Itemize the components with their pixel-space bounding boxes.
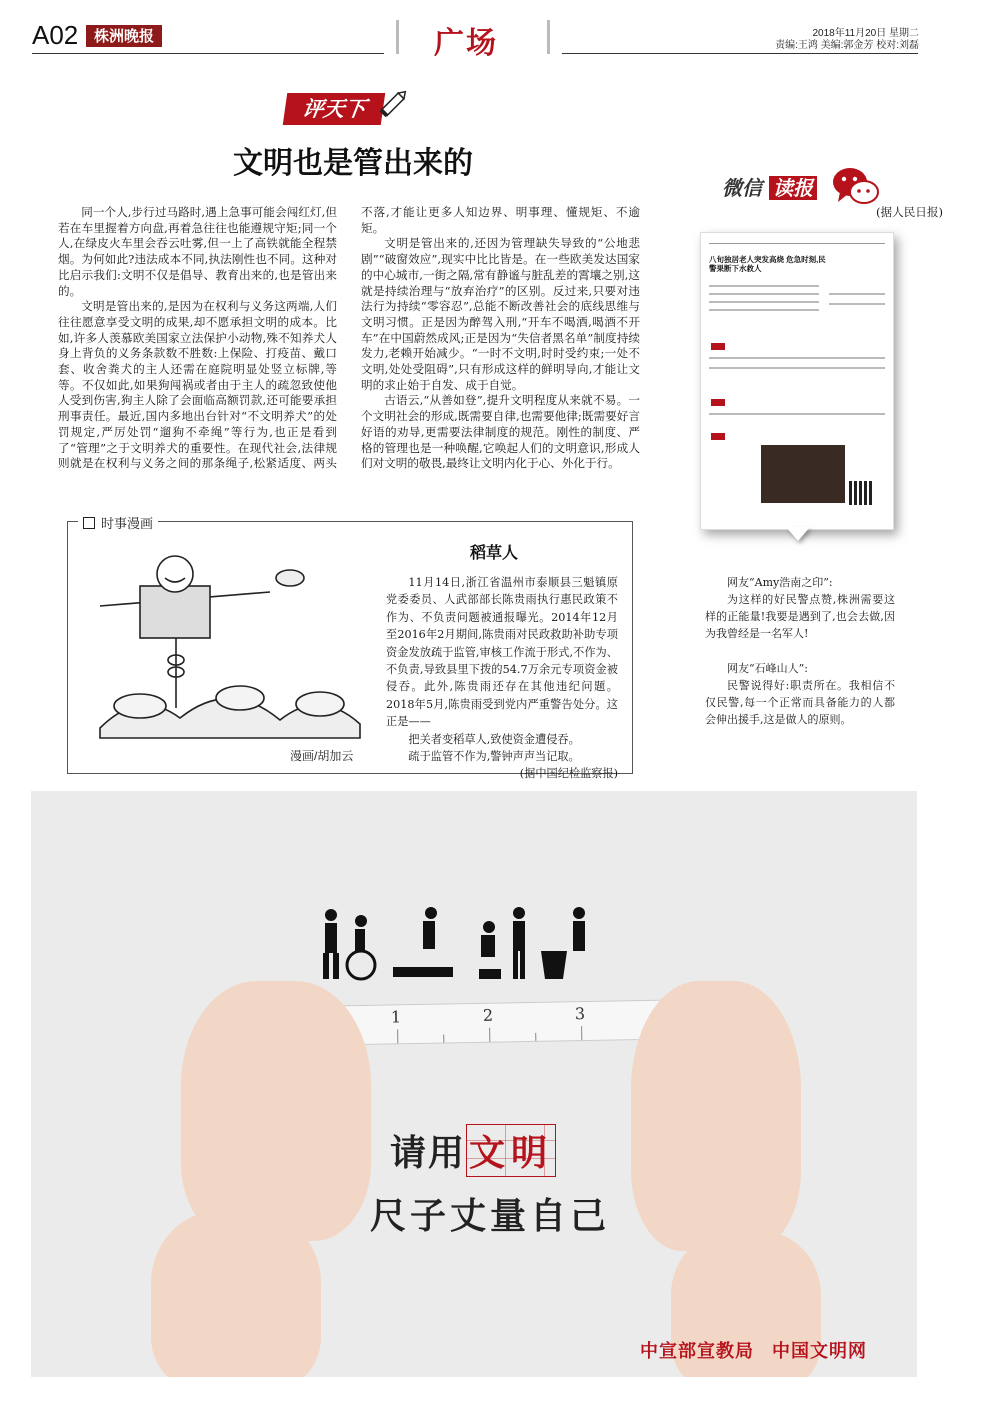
ad-slogan-highlight: 文明 [466, 1124, 556, 1177]
tape-number: 2 [482, 1005, 494, 1025]
editorial-paragraph: 文明是管出来的,是因为在权利与义务这两端,人们往往愿意享受文明的成果,却不愿承担文明的成本。比如,许多人羡慕欧美国家立法保护小动物,殊不知养犬人身上背负的义务条款数不胜数:上保险、打疫苗、戴口套、收舍粪犬的主人还需在庭院明显处竖立标牌,等等。不仅如此,如果狗闯祸或者由于主人的疏忽致使他人受到伤害,狗主人除了会面临高额罚款,还可能要承担刑事责任。最近,国内多地出台针对“不文明养犬”的处罚规定,严厉处罚“遛狗不牵绳”等行为,也正是看到了“管理”之于文明养犬的重要性。在现代社会,法律规则就是在权利与义务之间的那条绳子,松紧适度、两头不落,才能让更多人知边界、明事理、懂规矩、不逾矩。 [58, 205, 640, 471]
thumb-text-line [709, 285, 819, 287]
header-divider-right [547, 20, 550, 54]
comment-user: 网友“石峰山人”: [727, 662, 808, 675]
editorial-source: (据人民日报) [875, 205, 943, 219]
civility-pictograms [311, 907, 601, 983]
cartoon-source: (据中国纪检监察报) [519, 767, 618, 781]
sponsor-name: 中国文明网 [772, 1341, 867, 1362]
thumb-header-rule [709, 243, 885, 244]
thumb-headline: 八旬独居老人突发高烧 危急时刻,民警果断下水救人 [709, 255, 826, 273]
cartoon-verse: 疏于监管不作为,警钟声声当记取。 [408, 750, 580, 764]
masthead-logo: 株洲晚报 [86, 25, 162, 47]
civility-public-service-ad [31, 791, 917, 1377]
right-hand [631, 981, 801, 1251]
editorial-paragraph: 古语云,“从善如登”,提升文明程度从来就不易。一个文明社会的形成,既需要自律,也需要他律;既需要好言好语的劝导,更需要法律制度的规范。刚性的制度、严格的管理也是一种唤醒,它唤起人们的文明意识,形成人们对文明的敬畏,最终让文明内化于心、外化于行。 [361, 393, 640, 471]
thumb-red-tag [711, 433, 725, 440]
tape-tick [397, 1029, 398, 1043]
thumb-text-line [709, 293, 819, 295]
thumb-text-line [709, 367, 885, 369]
square-icon [83, 517, 95, 529]
left-hand [181, 981, 371, 1241]
cartoon-text [386, 574, 618, 783]
header-rule-right [562, 53, 918, 54]
header-divider-left [396, 20, 399, 54]
tape-tick [581, 1026, 582, 1040]
tape-number: 3 [574, 1004, 586, 1024]
ad-slogan-prefix: 请用 [390, 1133, 467, 1174]
left-wrist [151, 1211, 321, 1377]
cartoon-credit: 漫画/胡加云 [290, 749, 354, 763]
editorial-paragraph: 文明是管出来的,还因为管理缺失导致的“公地悲剧”“破窗效应”,现实中比比皆是。在一些欧美发达国家的中心城市,一街之隔,常有静谧与脏乱差的霄壤之别,这就是持续治理与“放弃治疗”的区别。反过来,只要对违法行为持续“零容忍”,总能不断改善社会的底线思维与文明习惯。正是因为醉驾入刑,“开车不喝酒,喝酒不开车”在中国蔚然成风;正是因为“失信者黑名单”制度持续发力,老赖开始减少。“一时不文明,时时受约束;一处不文明,处处受阻碍”,只有形成这样的鲜明导向,才能让文明的求止始于自发、成于自觉。 [361, 236, 640, 392]
thumb-text-line [709, 309, 819, 311]
thumb-text-line [709, 413, 885, 415]
thumb-text-line [709, 357, 885, 359]
qr-code-icon [849, 481, 873, 505]
ad-slogan-line1 [390, 1124, 556, 1177]
cartoon-title: 稻草人 [470, 543, 519, 562]
thumb-red-tag [711, 343, 725, 350]
sponsor-name: 中宣部宣教局 [640, 1341, 754, 1362]
cartoon-paragraph: 11月14日,浙江省温州市泰顺县三魁镇原党委委员、人武部部长陈贵雨执行惠民政策不作为、不负责问题被通报曝光。2014年12月至2016年2月期间,陈贵雨对民政救助补助专项资金发放疏于监管,审核工作流于形式,不作为、不负责,导致县里下拨的54.7万余元专项资金被侵吞。此外,陈贵雨还存在其他违纪问题。2018年5月,陈贵雨受到党内严重警告处分。这正是—— [386, 576, 618, 729]
editor-credits: 责编:王鸿 美编:郭金芳 校对:刘磊 [775, 40, 919, 51]
ad-sponsors [640, 1337, 867, 1363]
comment-user: 网友“Amy浩南之印”: [727, 576, 833, 589]
speech-bubble-tail [786, 527, 810, 541]
thumb-text-line [829, 303, 885, 305]
tape-tick [443, 1035, 444, 1043]
comment-text: 民警说得好:职责所在。我相信不仅民警,每一个正常而具备能力的人都会伸出援手,这是做人的原则。 [705, 679, 895, 726]
scarecrow-cartoon [80, 548, 376, 748]
editorial-paragraph: 同一个人,步行过马路时,遇上急事可能会闯红灯,但若在车里握着方向盘,再着急往往也能遵规守矩;同一个人,在绿皮火车里会吞云吐雾,但一上了高铁就能全程禁烟。为何如此?违法成本不同,执法刚性也不同。这种对比启示我们:文明不仅是倡导、教育出来的,也是管出来的。 [58, 205, 337, 298]
wechat-label-b: 读报 [769, 176, 817, 200]
thumb-photo [761, 445, 845, 503]
thumb-text-line [709, 301, 819, 303]
section-title: 广场 [434, 26, 498, 61]
tape-number: 1 [390, 1007, 402, 1027]
reader-comments [705, 574, 895, 746]
tape-tick [489, 1028, 490, 1042]
tape-tick [535, 1033, 536, 1041]
thumb-text-line [829, 293, 885, 295]
wechat-icon [830, 164, 882, 208]
pencil-icon [376, 85, 412, 121]
cartoon-verse: 把关者变稻草人,致使资金遭侵吞。 [408, 732, 580, 746]
thumb-red-tag [711, 399, 725, 406]
header-rule-left [32, 53, 384, 54]
cartoon-box-label [78, 513, 158, 532]
wechat-label-a: 微信 [722, 176, 762, 200]
comment-text: 为这样的好民警点赞,株洲需要这样的正能量!我要是遇到了,也会去做,因为我曾经是一名军人! [705, 593, 895, 640]
wechat-reading-label [722, 172, 817, 201]
cartoon-box-label-text: 时事漫画 [101, 517, 154, 532]
issue-date: 2018年11月20日 星期二 [812, 28, 919, 39]
column-tag: 评天下 [283, 93, 385, 125]
editorial-headline: 文明也是管出来的 [233, 146, 473, 181]
page-number: A02 [32, 20, 79, 50]
ad-slogan-line2: 尺子丈量自己 [370, 1196, 611, 1237]
wechat-newspaper-thumbnail[interactable] [700, 232, 894, 530]
